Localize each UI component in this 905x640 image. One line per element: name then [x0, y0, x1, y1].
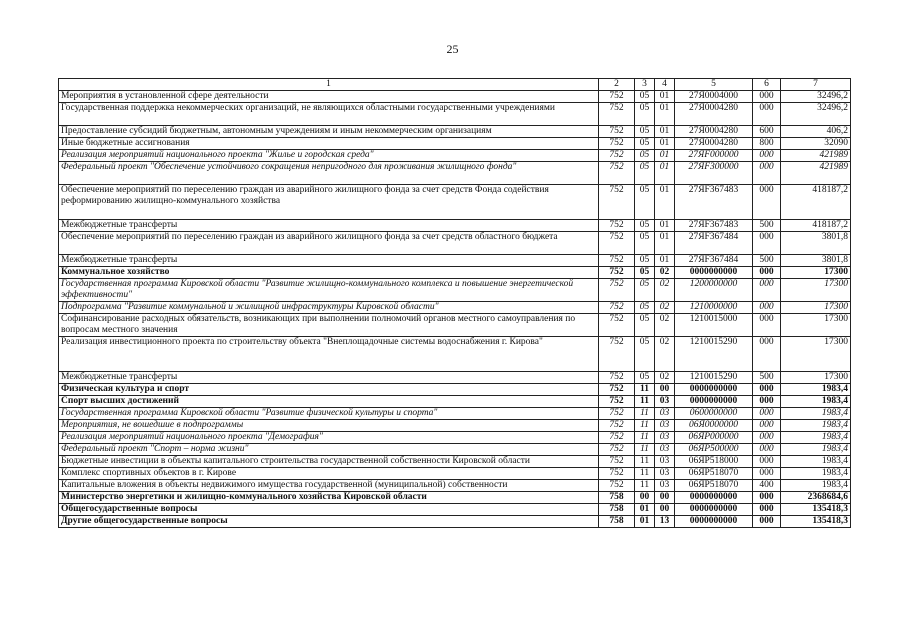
row-target-article-cell: 06ЯP518000	[675, 456, 753, 468]
row-expense-type-cell: 000	[753, 314, 781, 337]
row-name-cell: Предоставление субсидий бюджетным, автономным учреждениям и иным некоммерческим организациям	[59, 126, 599, 138]
row-name-cell: Общегосударственные вопросы	[59, 504, 599, 516]
row-name-cell: Государственная программа Кировской области "Развитие жилищно-коммунального комплекса и повышение энергетической эффективности"	[59, 279, 599, 302]
row-amount-cell: 135418,3	[781, 516, 851, 528]
row-amount-cell: 1983,4	[781, 444, 851, 456]
row-code-cell: 752	[599, 126, 635, 138]
row-amount-cell: 1983,4	[781, 480, 851, 492]
row-code-cell: 752	[599, 432, 635, 444]
header-cell-col5: 5	[675, 79, 753, 91]
row-amount-cell: 32090	[781, 138, 851, 150]
table-row	[59, 314, 851, 337]
row-section-cell: 11	[635, 444, 655, 456]
table-row	[59, 232, 851, 255]
row-subsection-cell: 03	[655, 480, 675, 492]
row-amount-cell: 17300	[781, 279, 851, 302]
row-name-cell: Физическая культура и спорт	[59, 384, 599, 396]
row-amount-cell: 1983,4	[781, 432, 851, 444]
row-target-article-cell: 0000000000	[675, 516, 753, 528]
row-target-article-cell: 1210015290	[675, 372, 753, 384]
row-expense-type-cell: 000	[753, 504, 781, 516]
row-expense-type-cell: 000	[753, 150, 781, 162]
table-row	[59, 162, 851, 185]
row-name-cell: Межбюджетные трансферты	[59, 220, 599, 232]
table-row	[59, 432, 851, 444]
row-section-cell: 05	[635, 232, 655, 255]
table-row	[59, 150, 851, 162]
row-amount-cell: 418187,2	[781, 220, 851, 232]
row-target-article-cell: 0000000000	[675, 396, 753, 408]
header-cell-col6: 6	[753, 79, 781, 91]
row-subsection-cell: 02	[655, 279, 675, 302]
row-subsection-cell: 02	[655, 302, 675, 314]
table-row	[59, 279, 851, 302]
row-subsection-cell: 03	[655, 408, 675, 420]
row-target-article-cell: 27Я0004280	[675, 103, 753, 126]
table-row	[59, 420, 851, 432]
row-subsection-cell: 03	[655, 420, 675, 432]
row-expense-type-cell: 800	[753, 138, 781, 150]
table-row	[59, 408, 851, 420]
row-expense-type-cell: 500	[753, 255, 781, 267]
row-code-cell: 752	[599, 468, 635, 480]
row-section-cell: 11	[635, 396, 655, 408]
row-code-cell: 758	[599, 504, 635, 516]
row-subsection-cell: 02	[655, 337, 675, 372]
row-name-cell: Обеспечение мероприятий по переселению граждан из аварийного жилищного фонда за счет средств Фонда содействия реформированию жилищно-коммунального хозяйства	[59, 185, 599, 220]
row-name-cell: Межбюджетные трансферты	[59, 255, 599, 267]
row-section-cell: 11	[635, 468, 655, 480]
row-amount-cell: 1983,4	[781, 384, 851, 396]
row-target-article-cell: 1200000000	[675, 279, 753, 302]
row-subsection-cell: 03	[655, 456, 675, 468]
row-code-cell: 752	[599, 302, 635, 314]
row-code-cell: 752	[599, 150, 635, 162]
row-code-cell: 752	[599, 255, 635, 267]
row-code-cell: 752	[599, 314, 635, 337]
row-amount-cell: 2368684,6	[781, 492, 851, 504]
row-section-cell: 05	[635, 185, 655, 220]
row-section-cell: 05	[635, 337, 655, 372]
row-target-article-cell: 27ЯF367484	[675, 255, 753, 267]
row-section-cell: 05	[635, 279, 655, 302]
row-target-article-cell: 1210000000	[675, 302, 753, 314]
table-row	[59, 384, 851, 396]
row-code-cell: 752	[599, 232, 635, 255]
row-code-cell: 752	[599, 220, 635, 232]
row-section-cell: 05	[635, 302, 655, 314]
row-amount-cell: 1983,4	[781, 456, 851, 468]
row-section-cell: 11	[635, 480, 655, 492]
row-code-cell: 752	[599, 138, 635, 150]
row-amount-cell: 17300	[781, 314, 851, 337]
row-expense-type-cell: 000	[753, 516, 781, 528]
table-row	[59, 302, 851, 314]
row-section-cell: 05	[635, 255, 655, 267]
row-target-article-cell: 0600000000	[675, 408, 753, 420]
table-row	[59, 91, 851, 103]
table-row	[59, 504, 851, 516]
row-name-cell: Межбюджетные трансферты	[59, 372, 599, 384]
row-name-cell: Подпрограмма "Развитие коммунальной и жилищной инфраструктуры Кировской области"	[59, 302, 599, 314]
row-section-cell: 11	[635, 456, 655, 468]
row-section-cell: 05	[635, 150, 655, 162]
row-expense-type-cell: 400	[753, 480, 781, 492]
row-subsection-cell: 01	[655, 138, 675, 150]
row-target-article-cell: 27ЯF300000	[675, 162, 753, 185]
row-subsection-cell: 03	[655, 396, 675, 408]
row-amount-cell: 135418,3	[781, 504, 851, 516]
row-section-cell: 05	[635, 91, 655, 103]
table-row	[59, 444, 851, 456]
row-target-article-cell: 06ЯP000000	[675, 432, 753, 444]
table-row	[59, 126, 851, 138]
row-target-article-cell: 27Я0004000	[675, 91, 753, 103]
row-amount-cell: 17300	[781, 302, 851, 314]
row-subsection-cell: 01	[655, 255, 675, 267]
row-expense-type-cell: 000	[753, 468, 781, 480]
row-code-cell: 752	[599, 444, 635, 456]
row-expense-type-cell: 000	[753, 302, 781, 314]
row-code-cell: 752	[599, 408, 635, 420]
row-subsection-cell: 00	[655, 504, 675, 516]
row-expense-type-cell: 000	[753, 337, 781, 372]
row-subsection-cell: 01	[655, 220, 675, 232]
row-target-article-cell: 1210015290	[675, 337, 753, 372]
row-code-cell: 752	[599, 337, 635, 372]
table-row	[59, 372, 851, 384]
row-amount-cell: 32496,2	[781, 91, 851, 103]
row-name-cell: Софинансирование расходных обязательств, возникающих при выполнении полномочий органов местного самоуправления по вопросам местного значения	[59, 314, 599, 337]
row-subsection-cell: 02	[655, 314, 675, 337]
row-target-article-cell: 27ЯF367484	[675, 232, 753, 255]
row-expense-type-cell: 500	[753, 220, 781, 232]
row-name-cell: Реализация инвестиционного проекта по строительству объекта "Внеплощадочные системы водоснабжения г. Кирова"	[59, 337, 599, 372]
row-expense-type-cell: 500	[753, 372, 781, 384]
row-target-article-cell: 1210015000	[675, 314, 753, 337]
row-amount-cell: 1983,4	[781, 396, 851, 408]
row-subsection-cell: 01	[655, 91, 675, 103]
table-header-row	[59, 79, 851, 91]
table-row	[59, 492, 851, 504]
row-code-cell: 752	[599, 420, 635, 432]
row-name-cell: Министерство энергетики и жилищно-коммунального хозяйства Кировской области	[59, 492, 599, 504]
row-expense-type-cell: 000	[753, 456, 781, 468]
row-expense-type-cell: 000	[753, 91, 781, 103]
row-amount-cell: 3801,8	[781, 232, 851, 255]
row-name-cell: Государственная поддержка некоммерческих организаций, не являющихся областными государственными учреждениями	[59, 103, 599, 126]
row-code-cell: 752	[599, 384, 635, 396]
table-row	[59, 516, 851, 528]
row-target-article-cell: 27Я0004280	[675, 126, 753, 138]
row-name-cell: Реализация мероприятий национального проекта "Жилье и городская среда"	[59, 150, 599, 162]
row-subsection-cell: 03	[655, 432, 675, 444]
row-expense-type-cell: 000	[753, 384, 781, 396]
header-cell-col3: 3	[635, 79, 655, 91]
row-target-article-cell: 06ЯP518070	[675, 480, 753, 492]
row-expense-type-cell: 000	[753, 408, 781, 420]
header-cell-col2: 2	[599, 79, 635, 91]
row-subsection-cell: 01	[655, 103, 675, 126]
row-name-cell: Спорт высших достижений	[59, 396, 599, 408]
table-row	[59, 468, 851, 480]
row-name-cell: Иные бюджетные ассигнования	[59, 138, 599, 150]
table-row	[59, 138, 851, 150]
row-code-cell: 752	[599, 91, 635, 103]
row-section-cell: 05	[635, 220, 655, 232]
row-amount-cell: 17300	[781, 267, 851, 279]
row-name-cell: Государственная программа Кировской области "Развитие физической культуры и спорта"	[59, 408, 599, 420]
row-expense-type-cell: 600	[753, 126, 781, 138]
row-section-cell: 11	[635, 420, 655, 432]
row-target-article-cell: 06ЯP518070	[675, 468, 753, 480]
table-row	[59, 185, 851, 220]
table-body	[59, 91, 851, 528]
header-cell-col1: 1	[59, 79, 599, 91]
row-code-cell: 752	[599, 185, 635, 220]
row-expense-type-cell: 000	[753, 420, 781, 432]
row-name-cell: Федеральный проект "Обеспечение устойчивого сокращения непригодного для проживания жилищного фонда"	[59, 162, 599, 185]
row-name-cell: Обеспечение мероприятий по переселению граждан из аварийного жилищного фонда за счет средств областного бюджета	[59, 232, 599, 255]
row-subsection-cell: 02	[655, 372, 675, 384]
row-section-cell: 11	[635, 384, 655, 396]
row-name-cell: Федеральный проект "Спорт – норма жизни"	[59, 444, 599, 456]
header-cell-col7: 7	[781, 79, 851, 91]
row-amount-cell: 3801,8	[781, 255, 851, 267]
row-amount-cell: 1983,4	[781, 468, 851, 480]
row-target-article-cell: 0000000000	[675, 504, 753, 516]
row-amount-cell: 1983,4	[781, 420, 851, 432]
row-name-cell: Комплекс спортивных объектов в г. Кирове	[59, 468, 599, 480]
row-section-cell: 05	[635, 138, 655, 150]
row-subsection-cell: 01	[655, 150, 675, 162]
row-name-cell: Бюджетные инвестиции в объекты капитального строительства государственной собственности Кировской области	[59, 456, 599, 468]
row-name-cell: Коммунальное хозяйство	[59, 267, 599, 279]
row-amount-cell: 421989	[781, 150, 851, 162]
row-expense-type-cell: 000	[753, 232, 781, 255]
row-subsection-cell: 03	[655, 444, 675, 456]
row-code-cell: 752	[599, 103, 635, 126]
row-code-cell: 752	[599, 456, 635, 468]
row-amount-cell: 421989	[781, 162, 851, 185]
row-section-cell: 05	[635, 126, 655, 138]
row-target-article-cell: 0000000000	[675, 384, 753, 396]
row-code-cell: 752	[599, 396, 635, 408]
row-subsection-cell: 00	[655, 384, 675, 396]
row-section-cell: 05	[635, 162, 655, 185]
row-subsection-cell: 01	[655, 185, 675, 220]
table-row	[59, 480, 851, 492]
row-expense-type-cell: 000	[753, 492, 781, 504]
row-target-article-cell: 0000000000	[675, 492, 753, 504]
table-row	[59, 103, 851, 126]
row-amount-cell: 406,2	[781, 126, 851, 138]
row-code-cell: 752	[599, 372, 635, 384]
row-subsection-cell: 01	[655, 162, 675, 185]
table-row	[59, 267, 851, 279]
row-code-cell: 752	[599, 267, 635, 279]
row-expense-type-cell: 000	[753, 267, 781, 279]
row-section-cell: 01	[635, 516, 655, 528]
row-section-cell: 00	[635, 492, 655, 504]
row-amount-cell: 1983,4	[781, 408, 851, 420]
row-expense-type-cell: 000	[753, 162, 781, 185]
table-row	[59, 337, 851, 372]
row-target-article-cell: 0000000000	[675, 267, 753, 279]
row-subsection-cell: 01	[655, 126, 675, 138]
row-code-cell: 752	[599, 480, 635, 492]
row-expense-type-cell: 000	[753, 396, 781, 408]
row-subsection-cell: 03	[655, 468, 675, 480]
row-expense-type-cell: 000	[753, 185, 781, 220]
budget-table	[58, 78, 851, 528]
row-subsection-cell: 01	[655, 232, 675, 255]
row-target-article-cell: 27ЯF000000	[675, 150, 753, 162]
page-number: 25	[446, 42, 459, 56]
row-section-cell: 11	[635, 432, 655, 444]
row-section-cell: 01	[635, 504, 655, 516]
row-section-cell: 05	[635, 372, 655, 384]
row-target-article-cell: 27ЯF367483	[675, 220, 753, 232]
row-name-cell: Мероприятия в установленной сфере деятельности	[59, 91, 599, 103]
row-code-cell: 758	[599, 516, 635, 528]
row-subsection-cell: 02	[655, 267, 675, 279]
row-expense-type-cell: 000	[753, 444, 781, 456]
row-name-cell: Другие общегосударственные вопросы	[59, 516, 599, 528]
table-row	[59, 220, 851, 232]
table-row	[59, 255, 851, 267]
row-amount-cell: 17300	[781, 337, 851, 372]
row-code-cell: 758	[599, 492, 635, 504]
header-cell-col4: 4	[655, 79, 675, 91]
row-target-article-cell: 06Я0000000	[675, 420, 753, 432]
row-section-cell: 05	[635, 314, 655, 337]
row-name-cell: Капитальные вложения в объекты недвижимого имущества государственной (муниципальной) собственности	[59, 480, 599, 492]
row-expense-type-cell: 000	[753, 103, 781, 126]
row-expense-type-cell: 000	[753, 279, 781, 302]
row-target-article-cell: 27Я0004280	[675, 138, 753, 150]
row-name-cell: Мероприятия, не вошедшие в подпрограммы	[59, 420, 599, 432]
row-target-article-cell: 27ЯF367483	[675, 185, 753, 220]
table-row	[59, 396, 851, 408]
row-subsection-cell: 13	[655, 516, 675, 528]
row-subsection-cell: 00	[655, 492, 675, 504]
row-amount-cell: 418187,2	[781, 185, 851, 220]
row-code-cell: 752	[599, 279, 635, 302]
row-section-cell: 05	[635, 103, 655, 126]
row-target-article-cell: 06ЯP500000	[675, 444, 753, 456]
row-amount-cell: 32496,2	[781, 103, 851, 126]
row-section-cell: 11	[635, 408, 655, 420]
table-row	[59, 456, 851, 468]
row-amount-cell: 17300	[781, 372, 851, 384]
row-code-cell: 752	[599, 162, 635, 185]
row-name-cell: Реализация мероприятий национального проекта "Демография"	[59, 432, 599, 444]
row-section-cell: 05	[635, 267, 655, 279]
row-expense-type-cell: 000	[753, 432, 781, 444]
